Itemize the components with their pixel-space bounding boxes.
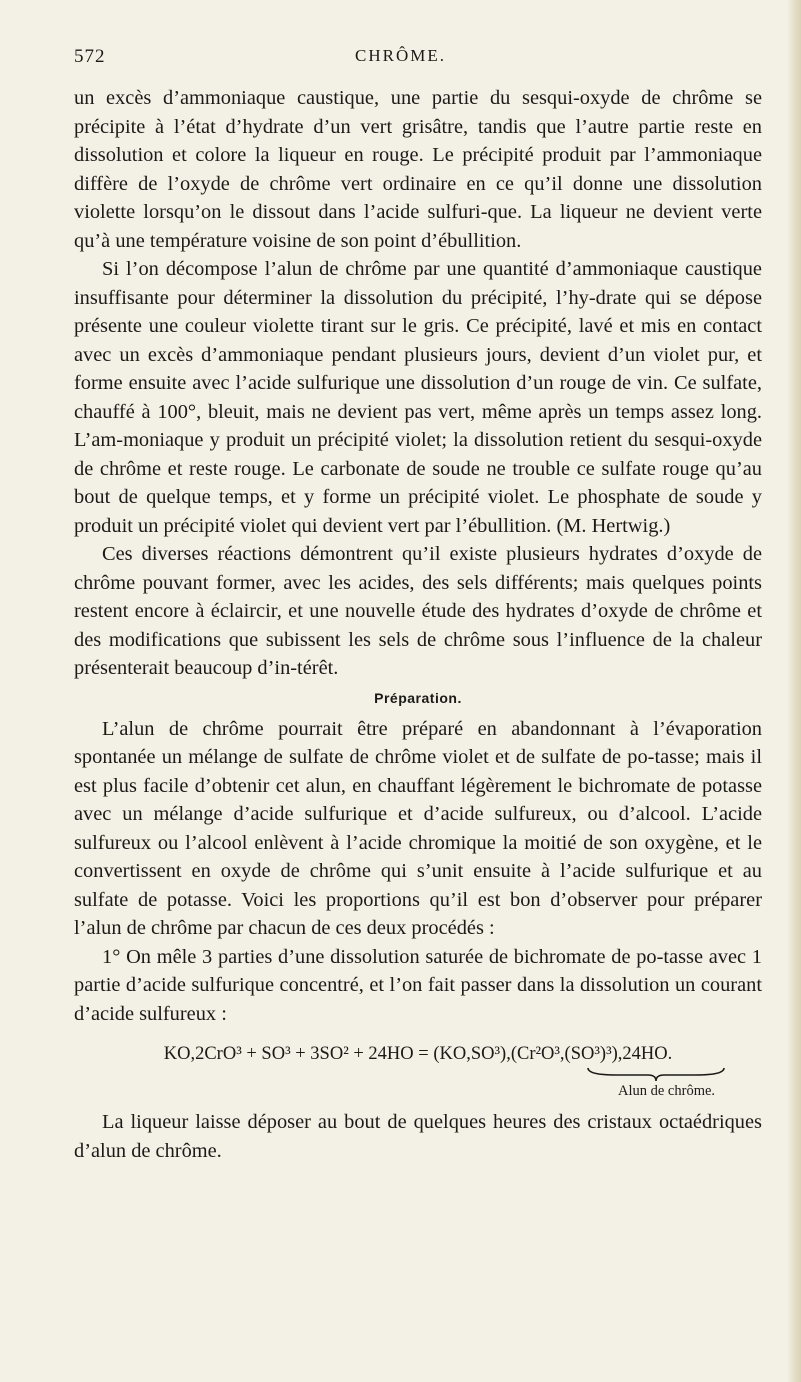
paragraph-3: Ces diverses réactions démontrent qu’il existe plusieurs hydrates d’oxyde de chrôme pouvant former, avec les acides, des sels différents; mais quelques points restent encore à éclaircir, et une nouvelle étude des hydrates d’oxyde de chrôme et des modifications que subissent les sels de chrôme sous l’influence de la chaleur présenterait beaucoup d’in-térêt. [74,543,762,679]
paragraph-6: La liqueur laisse déposer au bout de quelques heures des cristaux octaédriques d’alun de chrôme. [74,1111,762,1162]
underbrace-icon [586,1066,726,1082]
paragraph-5: 1° On mêle 3 parties d’une dissolution saturée de bichromate de po-tasse avec 1 partie d’acide sulfurique concentré, et l’on fait passer dans la dissolution un courant d’acide sulfureux : [74,945,762,1025]
paragraph-2: Si l’on décompose l’alun de chrôme par une quantité d’ammoniaque caustique insuffisante pour déterminer la dissolution du précipité, l’hy-drate qui se dépose présente une couleur violette tirant sur le gris. Ce précipité, lavé et mis en contact avec un excès d’ammoniaque pendant plusieurs jours, devient d’un violet pur, et forme ensuite avec l’acide sulfurique une dissolution d’un rouge de vin. Ce sulfate, chauffé à 100°, bleuit, mais ne devient pas vert, même après un temps assez long. L’am-moniaque y produit un précipité violet; la dissolution retient du sesqui-oxyde de chrôme et reste rouge. Le carbonate de soude ne trouble ce sulfate rouge qu’au bout de quelque temps, et y forme un précipité violet. Le phosphate de soude y produit un précipité violet qui devient vert par l’ébullition. (M. Hertwig.) [74,258,762,537]
equation-brace [74,1066,762,1082]
paragraph-4: L’alun de chrôme pourrait être préparé en abandonnant à l’évaporation spontanée un mélange de sulfate de chrôme violet et de sulfate de po-tasse; mais il est plus facile d’obtenir cet alun, en chauffant légèrement le bichromate de potasse avec un mélange d’acide sulfurique et d’acide sulfureux, ou d’alcool. L’acide sulfureux ou l’alcool enlèvent à l’acide chromique la moitié de son oxygène, et le convertissent en oxyde de chrôme qui s’unit ensuite à l’acide sulfurique et au sulfate de potasse. Voici les proportions qu’il est bon d’observer pour préparer l’alun de chrôme par chacun de ces deux procédés : [74,717,762,939]
body-text [74,84,762,1165]
running-head: CHRÔME. [355,46,446,65]
page-header [0,46,801,72]
page-number: 572 [74,46,106,67]
paragraph-1: un excès d’ammoniaque caustique, une partie du sesqui-oxyde de chrôme se précipite à l’état d’hydrate d’un vert grisâtre, tandis que l’autre partie reste en dissolution et colore la liqueur en rouge. Le précipité produit par l’ammoniaque diffère de l’oxyde de chrôme vert ordinaire en ce qu’il donne une dissolution violette lorsqu’on le dissout dans l’acide sulfuri-que. La liqueur ne devient verte qu’à une température voisine de son point d’ébullition. [74,87,762,252]
page-edge [787,0,801,1382]
chemical-equation: KO,2CrO³ + SO³ + 3SO² + 24HO = (KO,SO³),(Cr²O³,(SO³)³),24HO. [163,1044,673,1064]
section-heading: Préparation. [374,689,462,706]
equation-brace-label: Alun de chrôme. [618,1083,716,1099]
